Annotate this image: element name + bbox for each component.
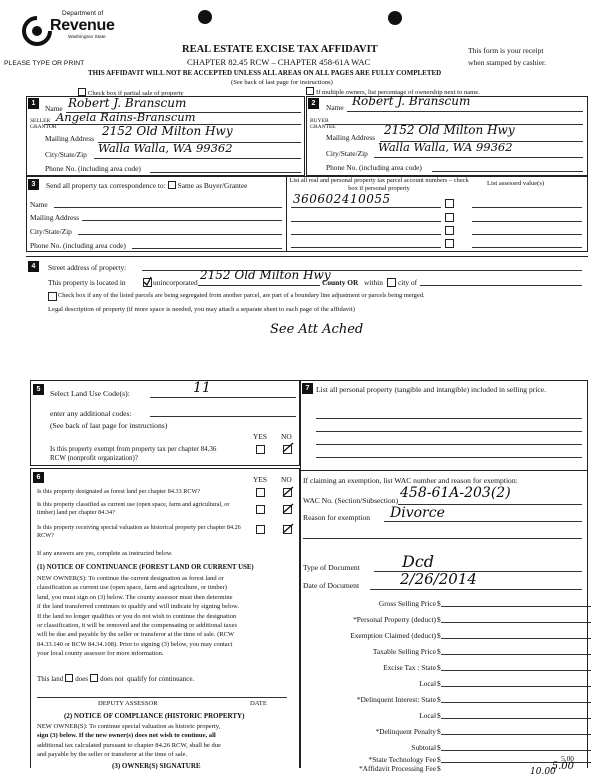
fee-label-interest-local: Local	[419, 711, 436, 720]
personal-property-label: List all personal property (tangible and intangible) included in selling price.	[316, 385, 547, 394]
historic-no-checkbox[interactable]	[283, 525, 292, 534]
same-as-buyer-checkbox[interactable]	[168, 181, 176, 189]
does-label: does	[75, 675, 89, 683]
fee-label-taxable: Taxable Selling Price	[372, 647, 436, 656]
exemption-label: If claiming an exemption, list WAC number and reason for exemption:	[303, 476, 518, 485]
exemption-reason[interactable]: Divorce	[390, 505, 445, 521]
wac-number[interactable]: 458-61A-203(2)	[400, 485, 511, 501]
section-number-4: 4	[28, 261, 39, 272]
buyer-address[interactable]: 2152 Old Milton Hwy	[384, 123, 515, 137]
fee-label-exemption: Exemption Claimed (deduct)	[350, 631, 436, 640]
land-use-label: Select Land Use Code(s):	[50, 389, 130, 398]
parcel-number[interactable]: 360602410055	[293, 192, 391, 206]
parcel-header: List all real and personal property tax parcel account numbers – check box if personal property	[289, 177, 469, 192]
buyer-name-label: Name	[326, 103, 344, 112]
parcel-personal-checkbox-4[interactable]	[445, 239, 454, 248]
unincorporated-checkbox[interactable]	[143, 278, 152, 287]
parcel-personal-checkbox-3[interactable]	[445, 226, 454, 235]
notice-continuance-title: (1) NOTICE OF CONTINUANCE (FOREST LAND OR CURRENT USE)	[37, 564, 254, 571]
assessed-values-header: List assessed value(s)	[487, 180, 545, 187]
current-use-yes-checkbox[interactable]	[256, 505, 265, 514]
notice1-line: classification as current use (open space, farm and agriculture, or timber)	[37, 584, 227, 592]
document-type-label: Type of Document	[303, 563, 360, 572]
partial-sale-checkbox[interactable]	[78, 88, 86, 96]
section-number-6: 6	[33, 472, 44, 483]
reason-label: Reason for exemption	[303, 513, 371, 522]
receipt-note-2: when stamped by cashier.	[468, 58, 547, 67]
notice1-line: If the land no longer qualifies or you do not wish to continue the designation	[37, 612, 237, 620]
within-label: within	[364, 278, 383, 287]
document-type[interactable]: Dcd	[402, 552, 435, 571]
city-of-label: city of	[398, 278, 418, 287]
checkmark-icon	[282, 486, 294, 498]
forest-land-question: Is this property designated as forest land per chapter 84.33 RCW?	[37, 488, 201, 495]
type-print-instruction: PLEASE TYPE OR PRINT	[4, 60, 85, 67]
this-land-label: This land	[37, 675, 64, 683]
multiple-owners-checkbox[interactable]	[306, 87, 314, 95]
notice1-line: NEW OWNER(S): To continue the current designation as forest land or	[37, 575, 224, 582]
notice1-line: land, you must sign on (3) below. The county assessor must then determine	[37, 593, 233, 601]
form-title: REAL ESTATE EXCISE TAX AFFIDAVIT	[182, 44, 378, 55]
section-number-7: 7	[302, 383, 313, 394]
completion-warning: THIS AFFIDAVIT WILL NOT BE ACCEPTED UNLESS ALL AREAS ON ALL PAGES ARE FULLY COMPLETED	[88, 69, 442, 77]
multiple-owners-label: If multiple owners, list percentage of ownership next to name.	[316, 89, 480, 96]
qualify-label: qualify for continuance.	[127, 675, 195, 683]
seller-addr-label: Mailing Address	[45, 134, 95, 143]
correspondence-row	[46, 181, 247, 190]
fee-label-gross: Gross Selling Price	[378, 599, 436, 608]
exempt-no-checkbox[interactable]	[283, 445, 292, 454]
section-number-3: 3	[28, 179, 39, 190]
exempt-yes-checkbox[interactable]	[256, 445, 265, 454]
current-use-no-checkbox[interactable]	[283, 505, 292, 514]
fee-value-processing[interactable]: 5.00	[551, 761, 574, 772]
legal-description-value[interactable]: See Att Ached	[270, 322, 364, 337]
section-number-2: 2	[308, 98, 319, 109]
logo-state-text: Washington State	[68, 35, 106, 40]
notice2-line: and payable by the seller or transferor at the time of sale.	[37, 750, 188, 758]
owner-signature-label: (3) OWNER(S) SIGNATURE	[112, 762, 201, 770]
revenue-logo-icon	[22, 16, 52, 46]
seller-address[interactable]: 2152 Old Milton Hwy	[102, 124, 233, 138]
seller-city[interactable]: Walla Walla, WA 99362	[98, 141, 233, 155]
forest-no-checkbox[interactable]	[283, 488, 292, 497]
notice2-line: NEW OWNER(S): To continue special valuation as historic property,	[37, 723, 221, 730]
does-checkbox[interactable]	[65, 674, 73, 682]
land-use-code[interactable]: 11	[193, 380, 211, 396]
punch-hole-right-icon	[388, 11, 402, 25]
buyer-city-label: City/State/Zip	[326, 149, 368, 158]
logo-top-text: Department of	[62, 10, 104, 17]
receipt-note-1: This form is your receipt	[468, 46, 544, 55]
corr-name-label: Name	[30, 200, 48, 209]
notice-compliance-text	[37, 722, 221, 759]
segregated-label: Check box if any of the listed parcels are being segregated from another parcel, are part of a boundary line adjustment or parcels being merged.	[58, 292, 425, 299]
corr-phone-label: Phone No. (including area code)	[30, 241, 126, 250]
buyer-name-1[interactable]: Robert J. Branscum	[352, 94, 471, 108]
checkmark-icon	[143, 277, 152, 286]
partial-sale-label: Check box if partial sale of property	[88, 90, 184, 97]
see-back-instructions: (See back of last page for instructions)	[231, 79, 333, 86]
punch-hole-left-icon	[198, 10, 212, 24]
fee-label-subtotal: Subtotal	[411, 743, 436, 752]
notice1-line: your local county assessor for more information.	[37, 650, 164, 658]
corr-city-label: City/State/Zip	[30, 227, 72, 236]
unincorporated-label: unincorporated	[153, 278, 198, 287]
street-address-label: Street address of property:	[48, 263, 127, 272]
buyer-addr-label: Mailing Address	[326, 133, 376, 142]
does-not-label: does not	[100, 675, 124, 683]
seller-name-2[interactable]: Angela Rains-Branscum	[56, 110, 196, 124]
fee-label-processing: *Affidavit Processing Fee	[358, 764, 436, 773]
s5-no-header: NO	[281, 432, 292, 441]
buyer-phone-label: Phone No. (including area code)	[326, 163, 422, 172]
property-location[interactable]: 2152 Old Milton Hwy	[200, 268, 331, 282]
parcel-personal-checkbox-1[interactable]	[445, 199, 454, 208]
current-use-question: Is this property classified as current use (open space, farm and agricultural, or timber) land per chapter 84.34?	[37, 501, 230, 516]
s6-yes-header: YES	[253, 475, 267, 484]
legal-description-label: Legal description of property (if more space is needed, you may attach a separate sheet to each page of the affidavit)	[48, 306, 355, 313]
buyer-vertical-label: BUYER GRANTEE	[310, 118, 336, 130]
location-row	[48, 278, 126, 287]
fee-label-personal: *Personal Property (deduct)	[353, 615, 436, 624]
fee-total-handwritten[interactable]: 10.00	[530, 767, 556, 777]
additional-codes-label: enter any additional codes:	[50, 409, 132, 418]
seller-vertical-label: SELLER GRANTOR	[30, 118, 57, 130]
checkmark-icon	[282, 442, 294, 454]
correspondence-label: Send all property tax correspondence to:	[46, 181, 166, 190]
notice2-line: sign (3) below. If the new owner(s) does not wish to continue, all	[37, 732, 216, 740]
fee-label-interest-state: *Delinquent Interest: State	[356, 695, 436, 704]
checkmark-icon	[282, 523, 294, 535]
buyer-city[interactable]: Walla Walla, WA 99362	[378, 140, 513, 154]
historic-yes-checkbox[interactable]	[256, 525, 265, 534]
fee-label-excise-state: Excise Tax : State	[383, 663, 436, 672]
corr-addr-label: Mailing Address	[30, 213, 80, 222]
fee-label-excise-local: Local	[419, 679, 436, 688]
notice1-line: if the land transferred continues to qualify and will indicate by signing below.	[37, 603, 239, 611]
checkmark-icon	[282, 503, 294, 515]
logo-word: Revenue	[50, 17, 115, 34]
section-number-1: 1	[28, 98, 39, 109]
form-chapter: CHAPTER 82.45 RCW – CHAPTER 458-61A WAC	[187, 57, 371, 67]
s6-no-header: NO	[281, 475, 292, 484]
notice-compliance-title: (2) NOTICE OF COMPLIANCE (HISTORIC PROPERTY)	[64, 712, 245, 720]
assessor-date-label: DATE	[250, 700, 267, 707]
forest-yes-checkbox[interactable]	[256, 488, 265, 497]
seller-name-1[interactable]: Robert J. Branscum	[68, 96, 187, 110]
city-of-checkbox[interactable]	[387, 278, 396, 287]
seller-name-label: Name	[45, 104, 63, 113]
s5-yes-header: YES	[253, 432, 267, 441]
seller-city-label: City/State/Zip	[45, 150, 87, 159]
seller-phone-label: Phone No. (including area code)	[45, 164, 141, 173]
historic-question: Is this property receiving special valuation as historical property per chapter 84.26 RCW?	[37, 524, 241, 539]
fee-label-technology: *State Technology Fee	[368, 755, 436, 764]
section-number-5: 5	[33, 384, 44, 395]
logo	[22, 8, 122, 58]
notice1-line: or classification, it will be removed and the compensating or additional taxes	[37, 622, 237, 630]
continuance-row	[37, 674, 194, 683]
notice2-line: additional tax calculated pursuant to chapter 84.26 RCW, shall be due	[37, 741, 221, 749]
land-use-see-back: (See back of last page for instructions)	[50, 421, 168, 430]
notice1-line: will be due and payable by the seller or transferor at the time of sale. (RCW	[37, 631, 235, 639]
county-or-label: County OR	[322, 278, 359, 287]
notice1-line: 84.33.140 or RCW 84.34.108). Prior to signing (3) below, you may contact	[37, 640, 233, 648]
fee-label-penalty: *Delinquent Penalty	[375, 727, 436, 736]
document-date-label: Date of Document	[303, 581, 360, 590]
exempt-question: Is this property exempt from property tax per chapter 84.36 RCW (nonprofit organization)?	[50, 445, 217, 462]
wac-label: WAC No. (Section/Subsection)	[303, 496, 399, 505]
same-as-buyer-label: Same as Buyer/Grantee	[177, 181, 248, 190]
parcel-personal-checkbox-2[interactable]	[445, 213, 454, 222]
segregated-checkbox[interactable]	[48, 292, 57, 301]
does-not-checkbox[interactable]	[90, 674, 98, 682]
if-yes-instruction: If any answers are yes, complete as instructed below.	[37, 550, 173, 557]
deputy-assessor-label: DEPUTY ASSESSOR	[98, 700, 158, 707]
document-date[interactable]: 2/26/2014	[400, 570, 477, 588]
located-in-label: This property is located in	[48, 278, 126, 287]
fee-value-technology[interactable]: 5.00	[561, 754, 574, 763]
notice-continuance-text	[37, 574, 239, 659]
